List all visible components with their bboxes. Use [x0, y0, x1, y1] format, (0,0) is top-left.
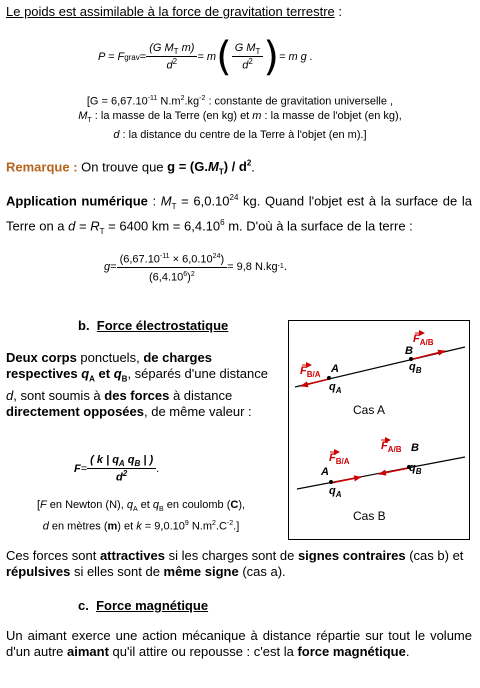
- eq3-num-end: | ): [140, 454, 154, 467]
- diagram-svg: [289, 321, 469, 539]
- legend1-sup: -11: [147, 95, 158, 102]
- app-mt-sub: T: [171, 201, 177, 211]
- section-b-letter: b.: [78, 318, 90, 333]
- case-a-label-b: B: [405, 345, 413, 357]
- eq1-fraction-2: [232, 42, 264, 72]
- ep-t10: directement opposées: [6, 403, 144, 419]
- case-b-fba-letter: F: [329, 452, 336, 464]
- ep-t2: ponctuels,: [76, 350, 144, 365]
- ep-d: d: [6, 387, 14, 403]
- case-b-qb: [409, 462, 422, 476]
- legend1-text: N.m: [157, 95, 181, 108]
- legend2-sup: -2: [226, 520, 234, 528]
- legend1-text: d: [113, 128, 120, 141]
- legend2-text: ),: [238, 499, 246, 511]
- eq2-den-sup1: 6: [183, 270, 188, 278]
- remarque-formula-sub: T: [218, 167, 224, 177]
- eq3-num-mid: q: [124, 454, 135, 467]
- fp-t9: (cas a).: [238, 564, 286, 579]
- eq2-end: .: [283, 261, 287, 273]
- charges-diagram: [288, 320, 470, 540]
- numeric-equation: [104, 248, 287, 286]
- fp-t7: si elles sont de: [70, 564, 164, 579]
- eq2-fraction: [117, 250, 228, 284]
- fp-t3: si les charges sont de: [164, 548, 298, 563]
- legend2-text: q: [126, 499, 133, 511]
- legend2-sub: A: [132, 506, 138, 514]
- case-a-fba-sub: B/A: [306, 370, 321, 380]
- eq2-result-sup: -1: [277, 263, 284, 270]
- remarque-formula-sup: 2: [246, 159, 252, 168]
- app-t2-sup: 24: [229, 193, 239, 202]
- fp-t1: Ces forces sont: [6, 548, 100, 563]
- eq2-num-b: × 6,0.10: [169, 253, 213, 266]
- legend1-sup: 2: [180, 95, 185, 102]
- legend1-text: : la masse de l'objet (en kg),: [261, 109, 402, 122]
- eq3-equals: =: [80, 463, 88, 475]
- eq1-num1-sub: T: [173, 47, 179, 57]
- legend2-text: [: [36, 499, 40, 511]
- mp-t5: .: [405, 644, 410, 659]
- ep-qa-sub: A: [89, 374, 95, 384]
- fp-t4: signes contraires: [297, 548, 406, 563]
- legend2-text: d: [42, 520, 49, 533]
- app-t4: =: [75, 218, 91, 234]
- case-b-qa-sub: A: [335, 490, 342, 500]
- ep-t6: , séparés d'une distance: [127, 366, 268, 381]
- legend1-sup: -2: [199, 95, 206, 102]
- eq1-tail: = m g .: [278, 51, 313, 63]
- legend2-text: m: [107, 520, 118, 533]
- eq2-g: g: [104, 261, 111, 273]
- ep-t1: Deux corps: [6, 350, 77, 365]
- eq1-den2-sup: 2: [248, 57, 253, 67]
- eq1-lhs: P = F: [98, 51, 125, 63]
- remarque-label: Remarque :: [6, 159, 78, 175]
- ep-t7: , sont soumis à: [13, 387, 105, 403]
- eq3-num-sub1: A: [118, 459, 125, 469]
- case-a-fab-letter: F: [413, 333, 420, 345]
- legend2-text: en coulomb (: [163, 499, 231, 511]
- app-t3: kg. Quand l'objet est à la surface de la Terre on a: [6, 193, 472, 234]
- legend2-text: F: [40, 499, 47, 511]
- legend1-text: [G = 6,67.10: [86, 95, 148, 108]
- case-b-point-a: [329, 480, 333, 484]
- eq2-den-sup2: 2: [190, 270, 195, 278]
- eq2-equals: =: [110, 261, 117, 273]
- remarque-formula: [167, 159, 252, 177]
- case-a-force-ab-arrow: [413, 351, 445, 359]
- mp-t3: qu'il attire ou repousse : c'est la: [108, 644, 298, 659]
- case-b-qa: [329, 485, 342, 499]
- case-b-fba-sub: B/A: [335, 457, 350, 467]
- case-a-qb: [409, 361, 422, 375]
- legend2-sup: 2: [212, 520, 216, 528]
- legend1-line1: [0, 92, 480, 109]
- legend2-text: k: [136, 520, 142, 533]
- case-a-qb-letter: q: [409, 361, 416, 373]
- fp-t5: (cas b) et: [405, 548, 464, 563]
- legend1-text: M: [78, 109, 88, 122]
- app-d: d: [68, 218, 76, 234]
- eq3-num-sub2: B: [134, 459, 141, 469]
- remarque-line: [6, 156, 255, 181]
- legend2-text: N.m: [188, 520, 213, 533]
- right-paren: ): [263, 34, 279, 80]
- ep-qb-sub: B: [121, 374, 128, 384]
- application-paragraph: [6, 190, 472, 240]
- ep-t5: et: [94, 366, 114, 381]
- eq1-mid: = m: [197, 51, 217, 63]
- case-b-fba-label: [329, 452, 350, 466]
- magnet-paragraph: [6, 628, 472, 660]
- ep-t8: des forces: [104, 387, 170, 403]
- legend2-sub: B: [159, 506, 164, 514]
- eq3-num: ( k | q: [90, 454, 119, 467]
- eq3-den-sup: 2: [122, 469, 128, 479]
- intro-text: Le poids est assimilable à la force de gravitation terrestre: [6, 4, 335, 19]
- forces-paragraph: [6, 548, 478, 580]
- legend1-line2: [0, 109, 480, 128]
- eq1-num2-sub: T: [255, 47, 261, 57]
- legend2-text: C: [230, 499, 239, 511]
- section-c-heading: [78, 598, 208, 614]
- ep-qa: q: [81, 366, 90, 381]
- legend2-text: et: [137, 499, 153, 511]
- eq2-num-sup1: -11: [159, 252, 170, 260]
- electro-paragraph: [6, 350, 268, 420]
- eq1-den1: d: [166, 59, 173, 72]
- app-t5: = 6400 km = 6,4.10: [104, 218, 221, 234]
- left-paren: (: [216, 34, 232, 80]
- remarque-text: On trouve que: [77, 159, 168, 175]
- gravity-equation: [98, 34, 313, 80]
- case-a-caption: Cas A: [353, 403, 386, 417]
- gravity-legend: [0, 92, 480, 142]
- case-a-fab-sub: A/B: [419, 338, 434, 348]
- legend2-text: en mètres (: [48, 520, 108, 533]
- case-b-fab-sub: A/B: [387, 445, 402, 455]
- eq1-num1: (G M: [149, 42, 174, 55]
- mp-t1: Un aimant exerce une action mécanique à distance répartie sur tout le volume d'un autre: [6, 628, 472, 659]
- eq1-fraction-1: [146, 42, 197, 72]
- eq1-den1-sup: 2: [172, 57, 178, 67]
- remarque-end: .: [251, 159, 255, 175]
- case-a-qa-sub: A: [335, 386, 342, 396]
- legend1-line3: [0, 128, 480, 142]
- case-b-label-b: B: [411, 442, 419, 454]
- eq1-num2: G M: [234, 42, 256, 55]
- ep-qb: q: [113, 366, 122, 381]
- coulomb-legend: [10, 498, 272, 534]
- legend1-text: m: [252, 109, 262, 122]
- app-t2: = 6,0.10: [176, 193, 230, 209]
- ep-t9: à distance: [169, 387, 233, 403]
- case-a-fba-letter: F: [300, 365, 307, 377]
- app-t5-sup: 6: [220, 217, 225, 227]
- eq2-num-sup2: 24: [212, 252, 221, 260]
- fp-t8: même signe: [163, 564, 239, 579]
- case-b-label-a: A: [321, 466, 329, 478]
- intro-colon: :: [334, 4, 343, 19]
- case-b-qb-letter: q: [409, 462, 416, 474]
- eq1-equals: =: [139, 51, 147, 63]
- section-b-title: Force électrostatique: [96, 318, 229, 333]
- eq2-num-a: (6,67.10: [119, 253, 160, 266]
- legend2-text: en Newton (N),: [46, 499, 127, 511]
- intro-line: [6, 4, 342, 20]
- legend1-text: .kg: [184, 95, 200, 108]
- eq1-den2: d: [242, 59, 249, 72]
- legend2-line1: [10, 498, 272, 517]
- case-a-fab-label: [413, 333, 434, 347]
- remarque-formula-a: g = (G.: [167, 159, 208, 175]
- legend1-sub: T: [87, 116, 92, 124]
- fp-t2: attractives: [99, 548, 165, 563]
- app-t1: :: [147, 193, 161, 209]
- legend1-text: : la distance du centre de la Terre à l'objet (en m).]: [119, 128, 367, 141]
- case-b-caption: Cas B: [353, 509, 386, 523]
- case-a-point-a: [327, 376, 331, 380]
- ep-t11: , de même valeur :: [144, 403, 252, 419]
- section-c-letter: c.: [78, 598, 89, 613]
- eq2-den-a: (6,4.10: [148, 271, 184, 284]
- eq2-num-c: ): [220, 253, 225, 266]
- case-a-fba-label: [300, 365, 321, 379]
- eq3-lhs: F: [74, 463, 81, 475]
- legend2-line2: [10, 517, 272, 534]
- legend2-sup: 9: [184, 520, 189, 528]
- coulomb-equation: [74, 448, 159, 490]
- legend1-text: : la masse de la Terre (en kg) et: [91, 109, 253, 122]
- app-t6: m. D'où à la surface de la terre :: [224, 218, 413, 234]
- app-rt: R: [90, 218, 100, 234]
- eq3-fraction: [87, 454, 156, 484]
- case-b-qa-letter: q: [329, 485, 336, 497]
- legend2-text: q: [152, 499, 160, 511]
- mp-t4: force magnétique: [297, 644, 406, 659]
- eq1-num1-end: m): [178, 42, 195, 55]
- case-b-fab-label: [381, 440, 402, 454]
- mp-t2: aimant: [67, 644, 109, 659]
- eq1-lhs-sub: grav: [124, 52, 140, 62]
- case-b-fab-letter: F: [381, 440, 388, 452]
- case-a-qa-letter: q: [329, 381, 336, 393]
- legend2-text: ) et: [117, 520, 137, 533]
- app-rt-sub: T: [99, 226, 105, 236]
- case-b-qb-sub: B: [415, 467, 422, 477]
- remarque-formula-m: M: [207, 159, 219, 175]
- legend2-text: = 9,0.10: [141, 520, 185, 533]
- case-a-qb-sub: B: [415, 366, 422, 376]
- ep-t3: de charges respectives: [6, 350, 212, 381]
- fp-t6: répulsives: [6, 564, 71, 579]
- application-label: Application numérique: [6, 193, 148, 209]
- legend2-text: .C: [215, 520, 227, 533]
- case-a-qa: [329, 381, 342, 395]
- section-b-heading: [78, 318, 228, 334]
- section-c-title: Force magnétique: [96, 598, 209, 613]
- case-a-force-ba-arrow: [301, 379, 329, 386]
- legend2-text: .]: [233, 520, 240, 533]
- legend1-text: : constante de gravitation universelle ,: [205, 95, 394, 108]
- eq3-end: .: [156, 463, 160, 475]
- case-a-label-a: A: [331, 363, 339, 375]
- eq3-den: d: [116, 471, 123, 484]
- eq2-result: = 9,8 N.kg: [227, 261, 278, 273]
- case-b-force-ab-arrow: [379, 468, 409, 474]
- eq2-den-b: ): [187, 271, 191, 284]
- case-b-force-ba-arrow: [331, 477, 361, 483]
- remarque-formula-b: ) / d: [223, 159, 247, 175]
- app-mt: M: [160, 193, 172, 209]
